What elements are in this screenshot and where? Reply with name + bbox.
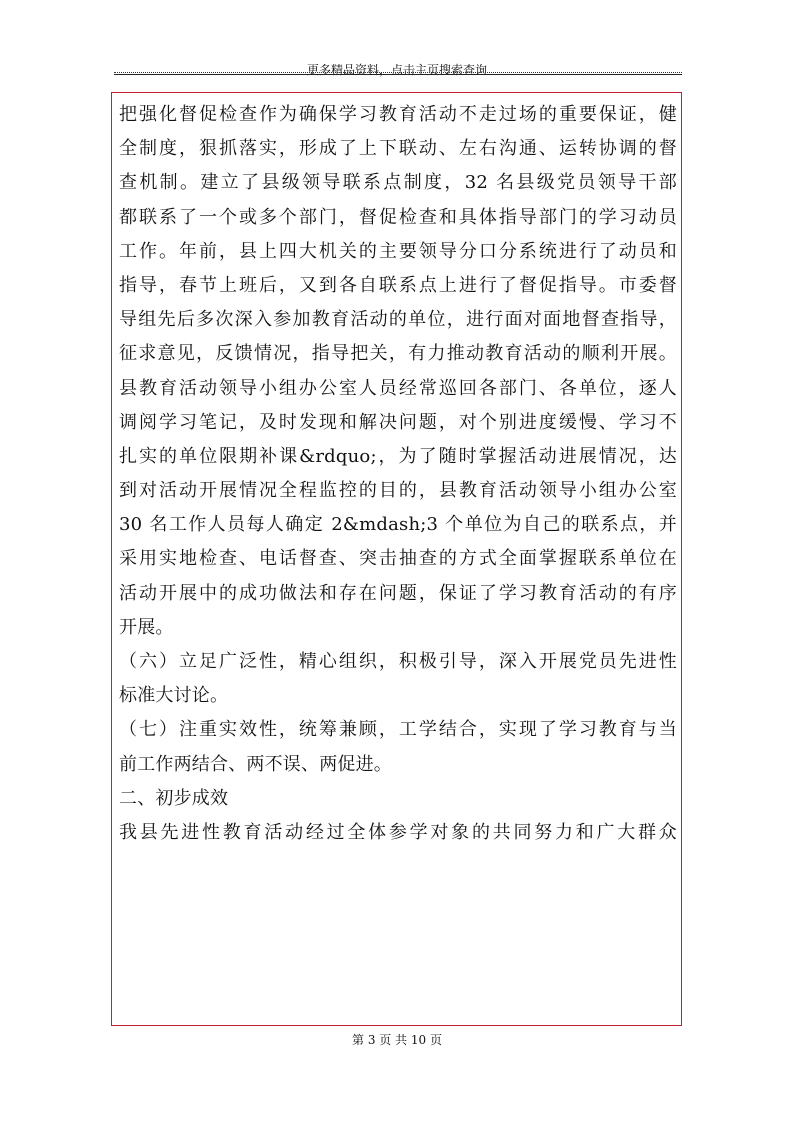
body-line: 采用实地检查、电话督查、突击抽查的方式全面掌握联系单位在 <box>119 548 677 570</box>
body-line: 活动开展中的成功做法和存在问题，保证了学习教育活动的有序 <box>119 582 677 604</box>
body-line: 30 名工作人员每人确定 2&mdash;3 个单位为自己的联系点，并 <box>119 514 677 536</box>
body-line: 导组先后多次深入参加教育活动的单位，进行面对面地督查指导， <box>119 309 677 331</box>
body-line: 标准大讨论。 <box>119 685 229 707</box>
body-line: 县教育活动领导小组办公室人员经常巡回各部门、各单位，逐人 <box>119 377 677 399</box>
body-line: 全制度，狠抓落实，形成了上下联动、左右沟通、运转协调的督 <box>119 138 677 160</box>
body-line: 调阅学习笔记，及时发现和解决问题，对个别进度缓慢、学习不 <box>119 411 677 433</box>
body-line: 开展。 <box>119 616 174 638</box>
body-line: 工作。年前，县上四大机关的主要领导分口分系统进行了动员和 <box>119 240 677 262</box>
body-line: 我县先进性教育活动经过全体参学对象的共同努力和广大群众 <box>119 821 677 843</box>
page-number-footer: 第 3 页 共 10 页 <box>352 1033 442 1047</box>
body-line: 把强化督促检查作为确保学习教育活动不走过场的重要保证，健 <box>119 104 677 125</box>
body-line: 指导，春节上班后，又到各自联系点上进行了督促指导。市委督 <box>119 274 677 296</box>
document-body <box>119 98 677 850</box>
body-line: 扎实的单位限期补课&rdquo;，为了随时掌握活动进展情况，达 <box>119 445 677 467</box>
body-line: 前工作两结合、两不误、两促进。 <box>119 753 392 775</box>
page-header-text: 更多精品资料，点击主页搜索查询 <box>306 63 487 77</box>
body-line: （六）立足广泛性，精心组织，积极引导，深入开展党员先进性 <box>119 651 677 672</box>
body-line: 征求意见，反馈情况，指导把关，有力推动教育活动的顺利开展。 <box>119 343 677 365</box>
body-line: 都联系了一个或多个部门，督促检查和具体指导部门的学习动员 <box>119 206 677 228</box>
header-divider-dotted <box>114 72 682 73</box>
header-divider-solid <box>114 74 682 75</box>
body-line: 到对活动开展情况全程监控的目的，县教育活动领导小组办公室 <box>119 480 677 502</box>
section-heading: 二、初步成效 <box>119 787 229 809</box>
body-line: （七）注重实效性，统筹兼顾，工学结合，实现了学习教育与当 <box>119 719 677 741</box>
body-line: 查机制。建立了县级领导联系点制度，32 名县级党员领导干部 <box>119 172 677 194</box>
